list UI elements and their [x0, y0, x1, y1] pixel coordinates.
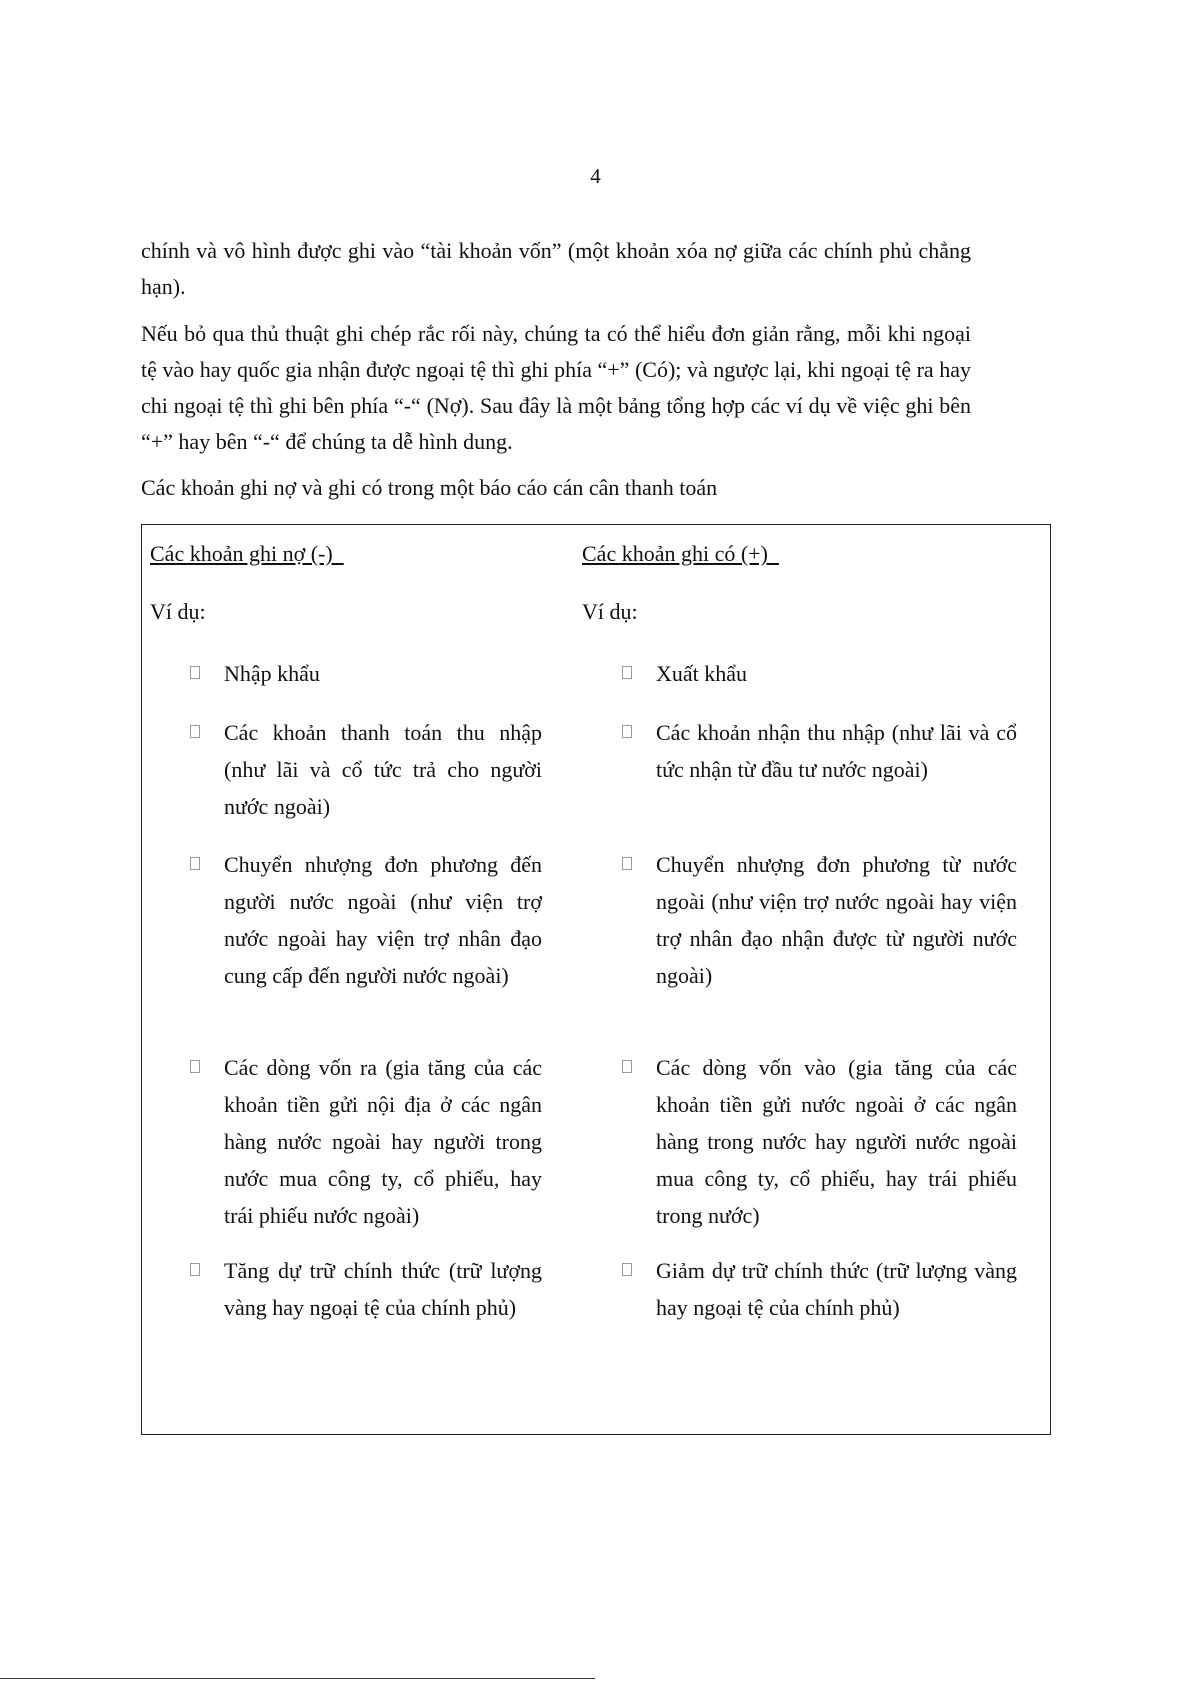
debits-example-label: Ví dụ: [150, 599, 206, 624]
checkbox-bullet-icon [190, 725, 200, 738]
list-item: Tăng dự trữ chính thức (trữ lượng vàng hay ngoại tệ của chính phủ) [190, 1252, 542, 1326]
list-item: Giảm dự trữ chính thức (trữ lượng vàng hay ngoại tệ của chính phủ) [622, 1252, 1017, 1326]
paragraph-1: chính và vô hình được ghi vào “tài khoản vốn” (một khoản xóa nợ giữa các chính phủ chẳng hạn). [141, 238, 971, 299]
debits-heading: Các khoản ghi nợ (-) [150, 541, 344, 566]
balance-of-payments-table [141, 524, 1051, 1435]
checkbox-bullet-icon [622, 1263, 632, 1276]
checkbox-bullet-icon [622, 857, 632, 870]
list-item: Các khoản nhận thu nhập (như lãi và cổ tức nhận từ đầu tư nước ngoài) [622, 714, 1017, 788]
checkbox-bullet-icon [622, 1060, 632, 1073]
checkbox-bullet-icon [190, 857, 200, 870]
page-number: 4 [590, 164, 601, 188]
checkbox-bullet-icon [622, 725, 632, 738]
list-item: Các khoản thanh toán thu nhập (như lãi và cổ tức trả cho người nước ngoài) [190, 714, 542, 825]
footnote-separator [0, 1678, 595, 1679]
list-item: Chuyển nhượng đơn phương từ nước ngoài (như viện trợ nước ngoài hay viện trợ nhân đạo nhận được từ người nước ngoài) [622, 846, 1017, 994]
credits-heading: Các khoản ghi có (+) [582, 541, 779, 566]
list-item: Các dòng vốn ra (gia tăng của các khoản tiền gửi nội địa ở các ngân hàng nước ngoài hay người trong nước mua công ty, cổ phiếu, hay trái phiếu nước ngoài) [190, 1049, 542, 1234]
paragraph-2: Nếu bỏ qua thủ thuật ghi chép rắc rối này, chúng ta có thể hiểu đơn giản rằng, mỗi khi ngoại tệ vào hay quốc gia nhận được ngoại tệ thì ghi phía “+” (Có); và ngược lại, khi ngoại tệ ra hay chi ngoại tệ thì ghi bên phía “-“ (Nợ). Sau đây là một bảng tổng hợp các ví dụ về việc ghi bên “+” hay bên “-“ để chúng ta dễ hình dung. [141, 321, 971, 454]
checkbox-bullet-icon [622, 666, 632, 679]
list-item: Các dòng vốn vào (gia tăng của các khoản tiền gửi nước ngoài ở các ngân hàng trong nước hay người nước ngoài mua công ty, cổ phiếu, hay trái phiếu trong nước) [622, 1049, 1017, 1234]
list-item: Xuất khẩu [622, 655, 1017, 692]
list-item: Nhập khẩu [190, 655, 542, 692]
checkbox-bullet-icon [190, 1060, 200, 1073]
table-caption: Các khoản ghi nợ và ghi có trong một báo cáo cán cân thanh toán [141, 475, 718, 500]
checkbox-bullet-icon [190, 666, 200, 679]
checkbox-bullet-icon [190, 1263, 200, 1276]
credits-example-label: Ví dụ: [582, 599, 638, 624]
list-item: Chuyển nhượng đơn phương đến người nước ngoài (như viện trợ nước ngoài hay viện trợ nhân đạo cung cấp đến người nước ngoài) [190, 846, 542, 994]
